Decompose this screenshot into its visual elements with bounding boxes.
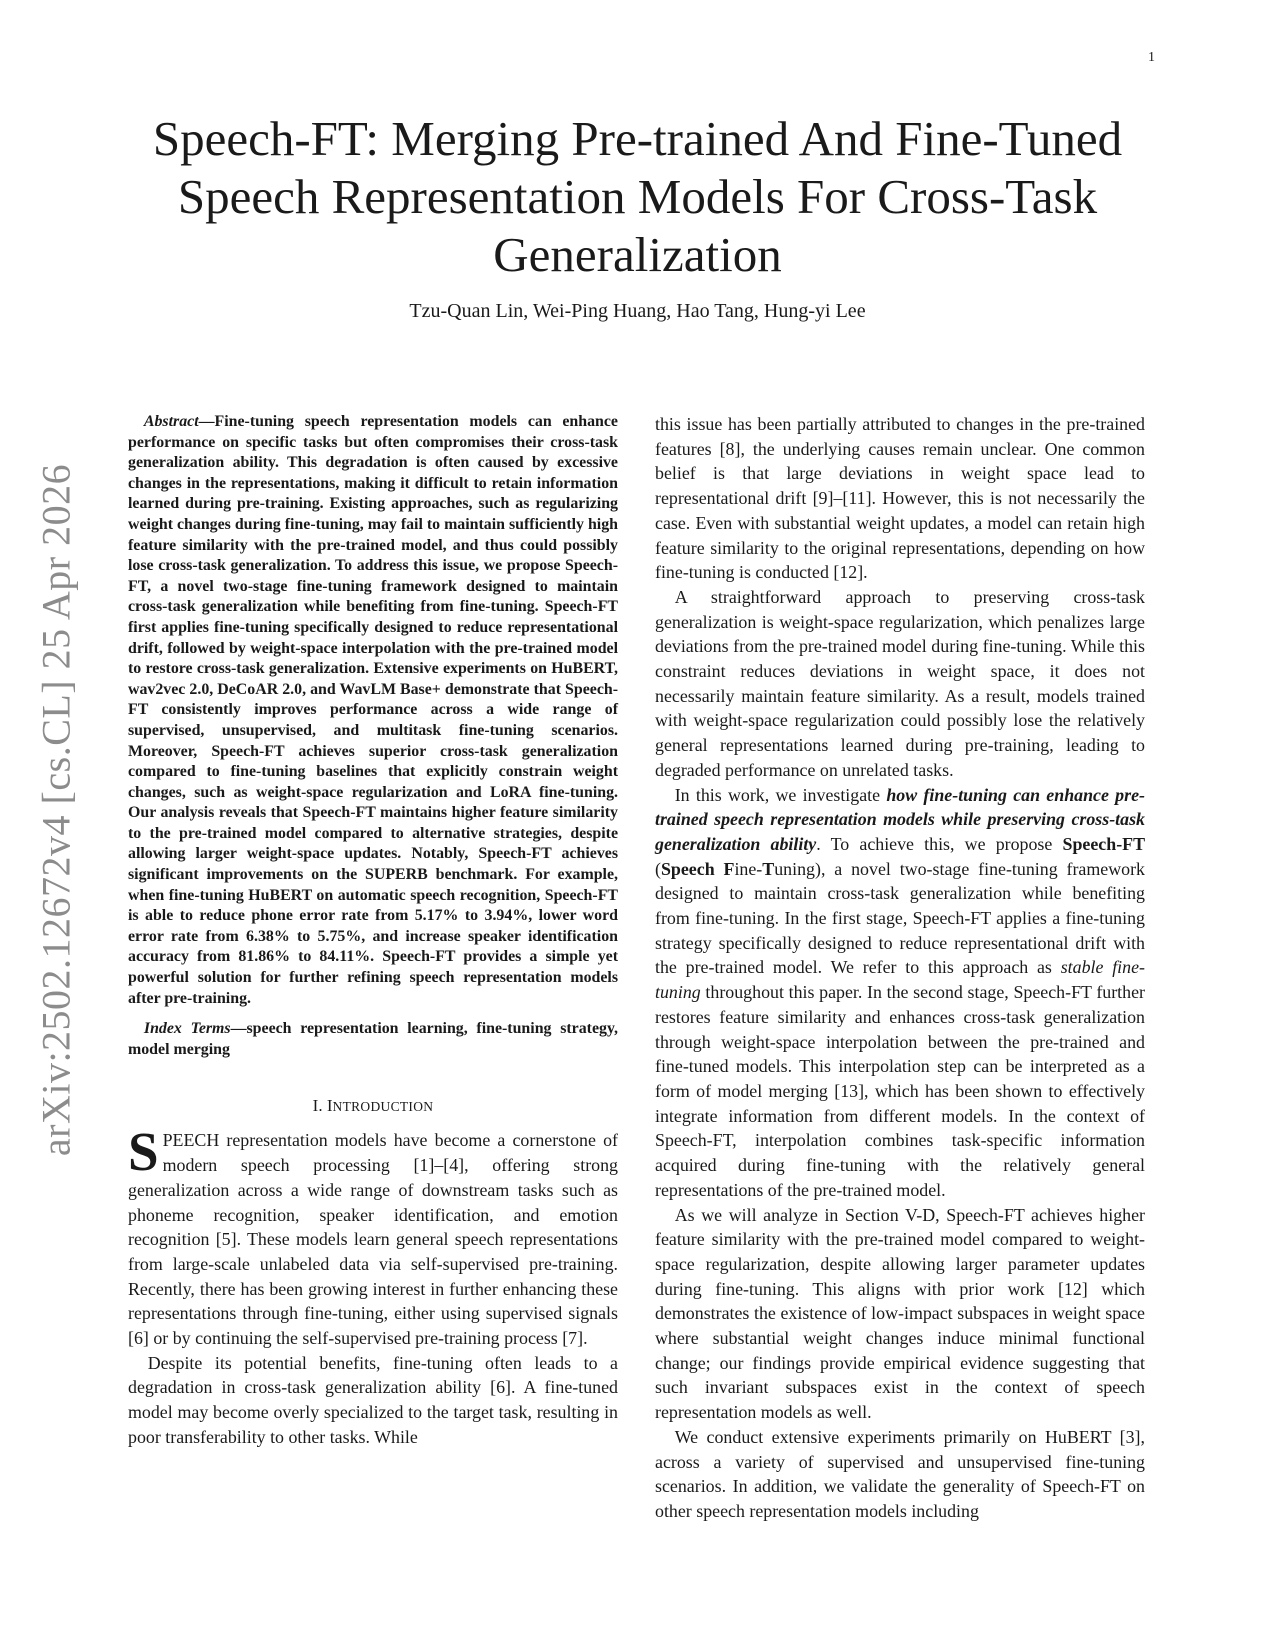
intro-paragraph-1	[128, 1121, 618, 1350]
intro-paragraph-5	[655, 783, 1145, 1203]
arxiv-stamp	[16, 440, 96, 1180]
index-terms-text: —speech representation learning, fine-tuning strategy, model merging	[128, 1020, 618, 1058]
intro-paragraph-1-text: PEECH representation models have become a cornerstone of modern speech processing [1]–[4], offering strong generalization across a wide range of downstream tasks such as phoneme recognition, speaker identification, and emotion recognition [5]. These models learn general speech representations from large-scale unlabeled data via self-supervised pre-training. Recently, there has been growing interest in further enhancing these representations through fine-tuning, either using supervised signals [6] or by continuing the self-supervised pre-training process [7].	[128, 1130, 618, 1349]
abstract-label: Abstract	[143, 413, 199, 430]
p5-text-b: . To achieve this, we propose	[816, 833, 1063, 854]
abstract-text: —Fine-tuning speech representation models can enhance performance on specific tasks but often compromises their cross-task generalization ability. This degradation is often caused by excessive changes in the representations, making it difficult to retain information learned during pre-training. Existing approaches, such as regularizing weight changes during fine-tuning, may fail to maintain sufficiently high feature similarity with the pre-trained model, and thus could possibly lose cross-task generalization. To address this issue, we propose Speech-FT, a novel two-stage fine-tuning framework designed to maintain cross-task generalization while benefiting from fine-tuning. Speech-FT first applies fine-tuning specifically designed to reduce representational drift, followed by weight-space interpolation with the pre-trained model to restore cross-task generalization. Extensive experiments on HuBERT, wav2vec 2.0, DeCoAR 2.0, and WavLM Base+ demonstrate that Speech-FT consistently improves performance across a wide range of supervised, unsupervised, and multitask fine-tuning scenarios. Moreover, Speech-FT achieves superior cross-task generalization compared to fine-tuning baselines that explicitly constrain weight changes, such as weight-space regularization and LoRA fine-tuning. Our analysis reveals that Speech-FT maintains higher feature similarity to the pre-trained model compared to alternative strategies, despite allowing larger weight-space updates. Notably, Speech-FT achieves significant improvements on the SUPERB benchmark. For example, when fine-tuning HuBERT on automatic speech recognition, Speech-FT is able to reduce phone error rate from 5.17% to 3.94%, lower word error rate from 6.38% to 5.75%, and increase speaker identification accuracy from 81.86% to 84.11%. Speech-FT provides a simple yet powerful solution for further refining speech representation models after pre-training.	[128, 413, 619, 1007]
p5-expansion-2: ine-	[734, 858, 763, 879]
p5-method-name: Speech-FT	[1062, 833, 1146, 854]
right-column	[655, 412, 1145, 1524]
author-list: Tzu-Quan Lin, Wei-Ping Huang, Hao Tang, Hung-yi Lee	[409, 300, 866, 322]
p5-expansion-3: T	[762, 858, 775, 879]
p5-text-d: ), a novel two-stage fine-tuning framework designed to maintain cross-task generalization while benefiting from fine-tuning. In the first stage, Speech-FT applies a fine-tuning strategy specifically designed to reduce representational drift with the pre-trained model. We refer to this approach as	[655, 858, 1146, 978]
section-first-letter: I	[326, 1096, 333, 1116]
p5-text-a: In this work, we investigate	[674, 784, 887, 805]
p5-expansion-4: uning	[774, 858, 815, 879]
index-terms	[128, 1019, 618, 1060]
intro-paragraph-6: As we will analyze in Section V-D, Speech-FT achieves higher feature similarity with the pre-trained model compared to weight-space regularization, despite allowing larger parameter updates during fine-tuning. This aligns with prior work [12] which demonstrates the existence of low-impact subspaces in weight space where substantial weight changes induce minimal functional change; our findings provide empirical evidence suggesting that such invariant subspaces exist in the context of speech representation models as well.	[655, 1204, 1145, 1423]
section-heading-introduction	[128, 1096, 618, 1116]
p5-expansion-1: Speech F	[660, 858, 735, 879]
drop-cap: S	[128, 1121, 159, 1183]
p5-italic-term: stable fine-tuning	[655, 957, 1145, 1003]
section-numeral: I.	[312, 1096, 327, 1116]
page-number: 1	[1148, 50, 1155, 65]
arxiv-stamp-text: arXiv:2502.12672v4 [cs.CL] 25 Apr 2026	[33, 463, 79, 1157]
left-column	[128, 412, 618, 1450]
p5-emphasis: how fine-tuning can enhance pre-trained speech representation models while preserving cross-task generalization ability	[655, 784, 1145, 854]
intro-paragraph-2: Despite its potential benefits, fine-tuning often leads to a degradation in cross-task generalization ability [6]. A fine-tuned model may become overly specialized to the target task, resulting in poor transferability to other tasks. While	[128, 1352, 618, 1447]
paper-title: Speech-FT: Merging Pre-trained And Fine-Tuned Speech Representation Models For Cross-Task Generalization	[152, 111, 1123, 282]
section-title-rest: NTRODUCTION	[332, 1099, 434, 1115]
intro-paragraph-7: We conduct extensive experiments primarily on HuBERT [3], across a variety of supervised and unsupervised fine-tuning scenarios. In addition, we validate the generality of Speech-FT on other speech representation models including	[655, 1426, 1145, 1521]
p5-text-c: (	[655, 858, 661, 879]
intro-left-body	[128, 1121, 618, 1449]
intro-right-body	[655, 412, 1145, 1524]
abstract	[128, 412, 618, 1009]
intro-paragraph-3: this issue has been partially attributed to changes in the pre-trained features [8], the underlying causes remain unclear. One common belief is that large deviations in weight space lead to representational drift [9]–[11]. However, this is not necessarily the case. Even with substantial weight updates, a model can retain high feature similarity to the original representations, depending on how fine-tuning is conducted [12].	[655, 414, 1145, 583]
intro-paragraph-4: A straightforward approach to preserving cross-task generalization is weight-space regularization, which penalizes large deviations from the pre-trained model during fine-tuning. While this constraint reduces deviations in weight space, it does not necessarily maintain feature similarity. As a result, models trained with weight-space regularization could possibly lose the relatively general representations learned during pre-training, leading to degraded performance on unrelated tasks.	[655, 586, 1145, 780]
p5-text-e: throughout this paper. In the second stage, Speech-FT further restores feature similarity and enhances cross-task generalization through weight-space interpolation between the pre-trained and fine-tuned models. This interpolation step can be interpreted as a form of model merging [13], which has been shown to effectively integrate information from different models. In the context of Speech-FT, interpolation combines task-specific information acquired during fine-tuning with the relatively general representations of the pre-trained model.	[655, 982, 1145, 1200]
index-terms-label: Index Terms	[143, 1020, 231, 1038]
